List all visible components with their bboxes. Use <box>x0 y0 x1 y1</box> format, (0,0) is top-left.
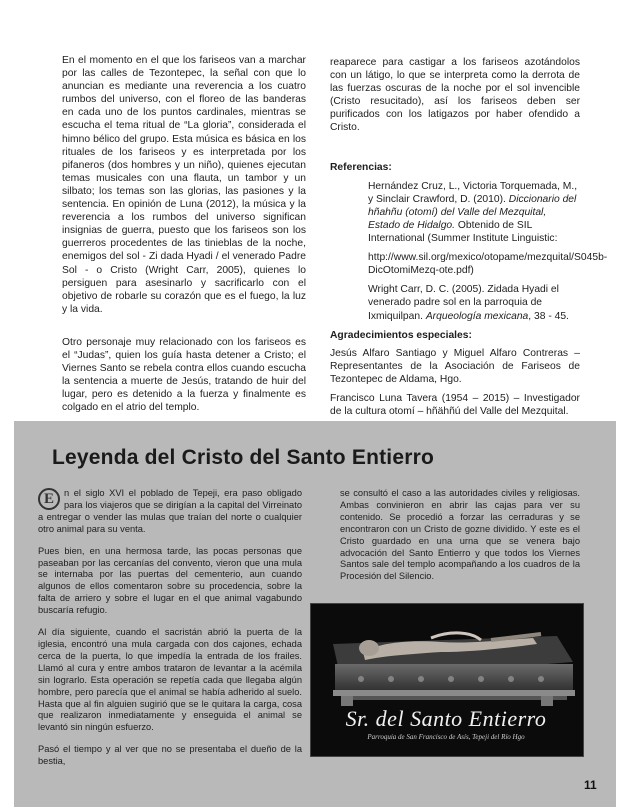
legend-paragraph: Pues bien, en una hermosa tarde, las pocas personas que paseaban por las cercanías del convento, vieron que una mula se internaba por las puertas del cementerio, aun cuando algunos de ellos comentaron sobre su procedencia, sobre la falta de arriero y sobre el lugar en el que animal vagabundo buscaría refugio. <box>38 545 302 616</box>
references-heading: Referencias: <box>330 161 392 173</box>
article-paragraph: reaparece para castigar a los fariseos azotándolos con un látigo, lo que se interpreta como la derrota de las fuerzas oscuras de la noche por el sol invencible (Cristo resucitado), así los fariseos deben ser purificados con los latigazos por haber ofendido a Cristo. <box>330 57 580 134</box>
legend-left-column <box>38 488 302 778</box>
reference-url[interactable]: http://www.sil.org/mexico/otopame/mezquital/S045b-DicOtomiMezq-ote.pdf) <box>368 252 608 277</box>
legend-right-column <box>340 488 580 593</box>
drop-cap: E <box>38 488 60 510</box>
photo-caption-subtitle: Parroquia de San Francisco de Asís, Tepeji del Río Hgo <box>367 733 525 741</box>
reference-entry: Wright Carr, D. C. (2005). Zidada Hyadi el venerado padre sol en la parroquia de Ixmiquilpan. Arqueología mexicana, 38 - 45. <box>368 284 569 322</box>
acknowledgement-entry: Francisco Luna Tavera (1954 – 2015) – Investigador de la cultura otomí – hñähñú del Valle del Mezquital. <box>330 392 580 418</box>
legend-paragraph: E n el siglo XVI el poblado de Tepeji, era paso obligado para los viajeros que se dirigían a la capital del Virreinato a entregar o vender las mulas que traían del norte o cualquier otro animal para su venta. <box>38 488 302 534</box>
page-number: 11 <box>584 778 597 792</box>
article-paragraph: En el momento en el que los fariseos van a marchar por las calles de Tezontepec, la señal con que lo anuncian es mediante una reverencia a los cuatro rumbos del universo, con el floreo de las banderas en cada uno de los puntos cardinales, mientras se escucha el tema ritual de “La gloria”, considerada el himno bélico del grupo. Esta música es básica en los rituales de los fariseos y es interpretada por los pifaneros (dos hombres y un niño), quienes ejecutan temas musicales con una flauta, un tambor y un silbato; los temas son las glorias, las pasiones y la sentencia. En opinión de Luna (2012), la música y la reverencia a los rumbos del universo significan insignias de guerra, puesto que los fariseos son los guerreros procedentes de las tinieblas de la noche, enemigos del sol - Zi dada Hyadi / el venerado Padre Sol - o Cristo (Wright Carr, 2005), quienes lo persiguen para asesinarlo y sacrificarlo con el objetivo de robarle su corazón que es el fuego, la luz y la vida. <box>62 55 306 315</box>
acknowledgements-heading: Agradecimientos especiales: <box>330 329 472 341</box>
reference-entry: Hernández Cruz, L., Victoria Torquemada, M., y Sinclair Crawford, D. (2010). Diccionario del hñahñu (otomí) del Valle del Mezquital, Estado de Hidalgo. Obtenido de SIL International (Summer Institute Linguistic: <box>368 180 578 245</box>
legend-paragraph: Al día siguiente, cuando el sacristán abrió la puerta de la iglesia, encontró una mula cargada con dos cajones, echada cerca de la puerta, lo que impedía la entrada de los frailes. Llamó al cura y entre ambos trataron de levantar a la acémila sin lograrlo. Esta operación se repetía cada que llegaba algún hombre, pero parecía que el animal se había adherido al suelo. Hasta que al fin alguien sugirió que se le quitara la carga, cosa que realizaron inmediatamente y enseguida el animal se levantó sin ningún esfuerzo. <box>38 627 302 733</box>
article-paragraph: Otro personaje muy relacionado con los fariseos es el “Judas”, quien los guía hasta detener a Cristo; el Viernes Santo se rebela contra ellos cuando escucha la sentencia a muerte de Jesús, tratando de huir del lugar, pero es detenido a la fuerza y finalmente es colgado en el atrio del templo. <box>62 336 306 414</box>
article-right-column <box>330 56 608 424</box>
photo-caption-title: Sr. del Santo Entierro <box>345 706 547 731</box>
legend-title: Leyenda del Cristo del Santo Entierro <box>52 446 434 469</box>
acknowledgement-entry: Jesús Alfaro Santiago y Miguel Alfaro Contreras – Representantes de la Asociación de Fariseos de Tezontepec de Aldama, Hgo. <box>330 347 580 385</box>
legend-paragraph: se consultó el caso a las autoridades civiles y religiosas. Ambas convinieron en abrir las cajas para ver su contenido. Se procedió a forzar las cerraduras y se encontraron con un Cristo de gozne dividido. Y este es el Cristo guardado en una urna que se venera bajo advocación del Santo Entierro y que todos los Viernes Santos sale del templo acompañando a los cuadros de la Procesión del Silencio. <box>340 488 580 582</box>
article-left-column <box>62 54 306 448</box>
legend-paragraph: Pasó el tiempo y al ver que no se presentaba el dueño de la bestia, <box>38 744 302 767</box>
